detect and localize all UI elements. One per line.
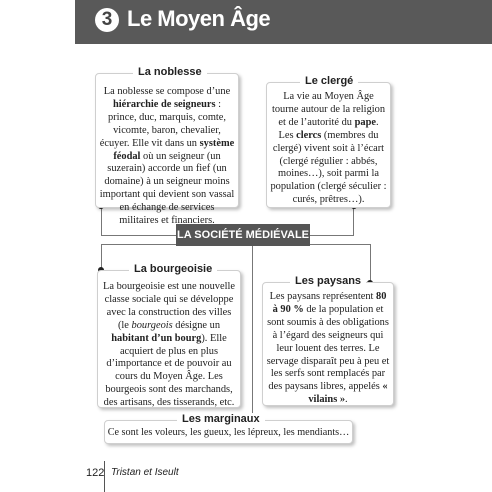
book-title: Tristan et Iseult xyxy=(111,467,179,478)
bourgeoisie-title: La bourgeoisie xyxy=(129,263,217,275)
noblesse-text: La noblesse se compose d’une hiérarchie de seigneurs : prince, duc, marquis, comte, vicomte, baron, chevalier, écuyer. Elle vit dans un système féodal où un seigneur (un suzerain) accorde un fief (un domaine) à un seigneur moins important qui devient son vassal en échange de services militaires et financiers. xyxy=(99,86,235,227)
center-label: LA SOCIÉTÉ MÉDIÉVALE xyxy=(176,224,310,246)
clerge-text: La vie au Moyen Âge tourne autour de la religion et de l’autorité du pape. Les clercs (membres du clergé) vivent soit à l’écart (clergé régulier : abbés, moines…), soit parmi la population (clergé séculier : curés, prêtres…). xyxy=(270,91,387,206)
paysans-text: Les paysans représentent 80 à 90 % de la population et sont soumis à des obligations à l’égard des seigneurs qui leur louent des terres. Le servage disparaît peu à peu et les serfs sont remplacés par des paysans libres, appelés « vilains ». xyxy=(266,291,390,406)
footer-divider xyxy=(104,461,105,492)
paysans-box xyxy=(262,282,394,406)
connector-line xyxy=(353,206,354,236)
marginaux-text: Ce sont les voleurs, les gueux, les lépreux, les mendiants… xyxy=(107,427,350,438)
noblesse-title: La noblesse xyxy=(133,66,207,78)
clerge-title: Le clergé xyxy=(300,75,358,87)
connector-line xyxy=(310,244,371,245)
marginaux-title: Les marginaux xyxy=(177,413,265,425)
connector-line xyxy=(310,235,354,236)
connector-line xyxy=(101,235,176,236)
page-title: Le Moyen Âge xyxy=(127,6,271,31)
connector-line xyxy=(101,244,176,245)
connector-line xyxy=(252,246,253,420)
paysans-title: Les paysans xyxy=(290,275,366,287)
connector-line xyxy=(370,244,371,282)
noblesse-box xyxy=(95,73,239,227)
page-number: 122 xyxy=(86,467,105,479)
bourgeoisie-box xyxy=(97,270,241,408)
chapter-number: 3 xyxy=(95,8,119,32)
clerge-box xyxy=(266,82,391,208)
bourgeoisie-text: La bourgeoisie est une nouvelle classe sociale qui se développe avec la construction des villes (le bourgeois désigne un habitant d’un bourg). Elle acquiert de plus en plus d’importance et de pouvoir au cours du Moyen Âge. Les bourgeois sont des marchands, des artisans, des tisserands, etc. xyxy=(103,281,235,409)
